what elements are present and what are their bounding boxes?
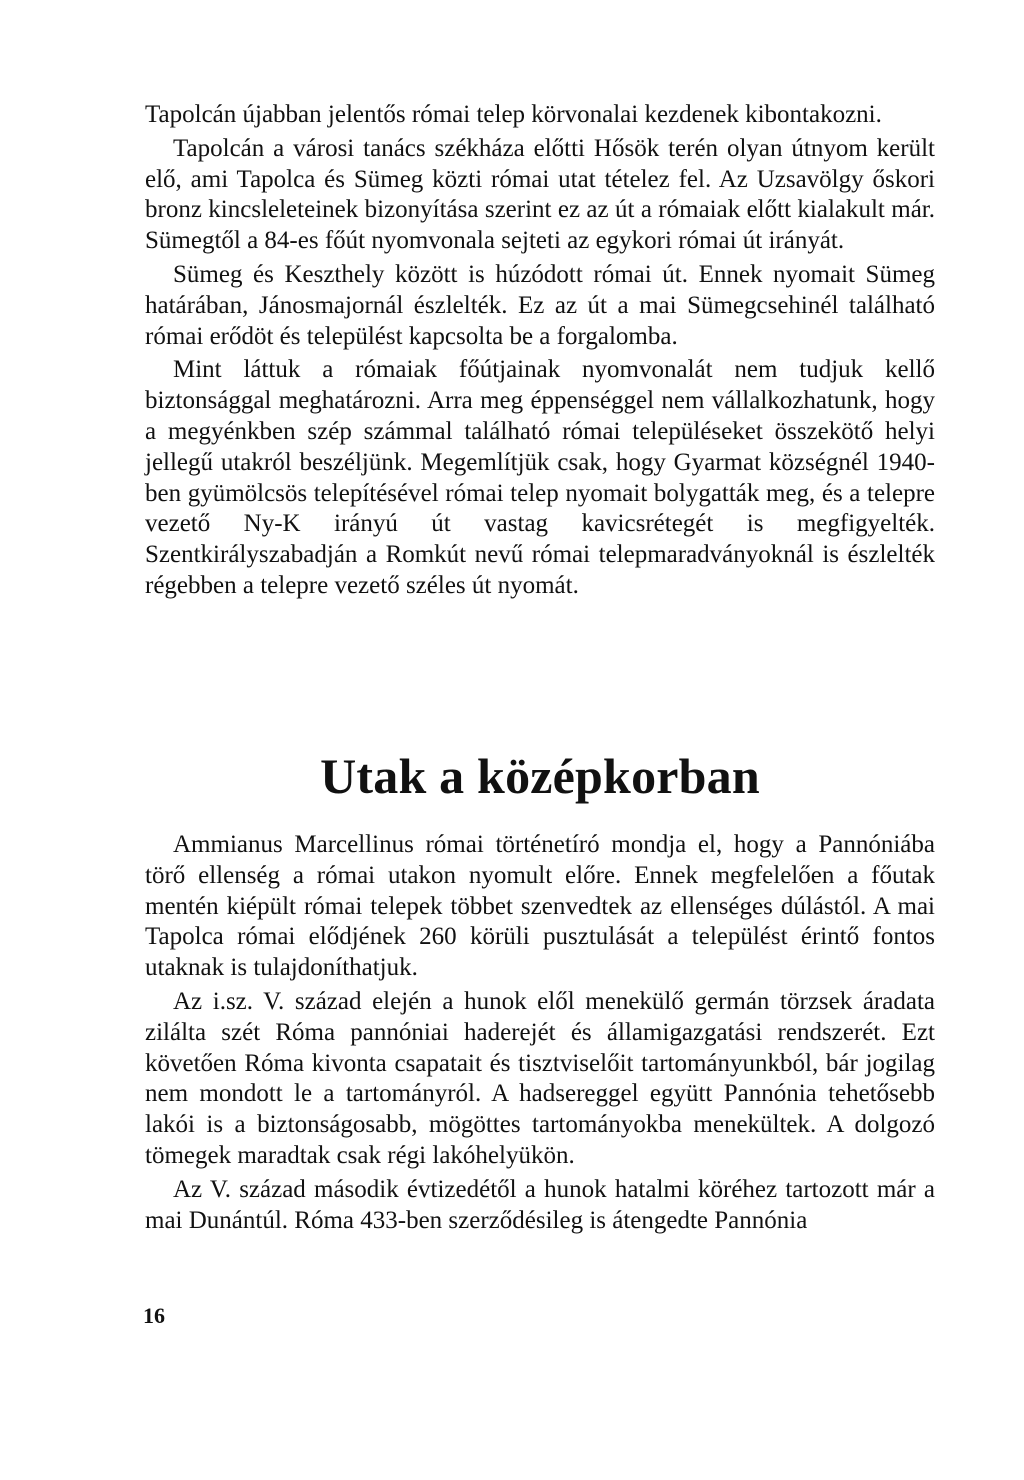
paragraph-huns: Az V. század második évtizedétől a hunok hatalmi köréhez tartozott már a mai Dunántúl. Róma 433-ben szerződésileg is átengedte Pannónia (145, 1175, 935, 1234)
section-roman-roads (145, 100, 935, 602)
paragraph-tapolca-intro: Tapolcán újabban jelentős római telep körvonalai kezdenek kibontakozni. (145, 101, 882, 128)
paragraph-hosok-tere: Tapolcán a városi tanács székháza előtti Hősök terén olyan útnyom került elő, ami Tapolca és Sümeg közti római utat tételez fel. Az Uzsavölgy őskori bronz kincsleleteinek bizonyítása szerint ez az út a rómaiak előtt kialakult már. Sümegtől a 84-es főút nyomvonala sejteti az egykori római út irányát. (145, 134, 935, 255)
paragraph-fifth-century: Az i.sz. V. század elején a hunok elől menekülő germán törzsek áradata zilálta szét Róma pannóniai haderejét és államigazgatási rendszerét. Ezt követően Róma kivonta csapatait és tisztviselőit tartományunkból, bár jogilag nem mondott le a tartományról. A hadsereggel együtt Pannónia tehetősebb lakói is a biztonságosabb, mögöttes tartományokba menekültek. A dolgozó tömegek maradtak csak régi lakóhelyükön. (145, 987, 935, 1169)
paragraph-ammianus: Ammianus Marcellinus római történetíró mondja el, hogy a Pannóniába törő ellenség a római utakon nyomult előre. Ennek megfelelően a főutak mentén kiépült római telepek többet szenvedtek az ellenséges dúlástól. A mai Tapolca római elődjének 260 körüli pusztulását a települést érintő fontos utaknak is tulajdoníthatjuk. (145, 831, 935, 982)
page-number: 16 (143, 1303, 165, 1328)
section-heading: Utak a középkorban (320, 748, 760, 804)
paragraph-sumeg-keszthely: Sümeg és Keszthely között is húzódott római út. Ennek nyomait Sümeg határában, Jánosmajornál észlelték. Ez az út a mai Sümegcsehinél található római erődöt és települést kapcsolta be a forgalomba. (145, 260, 935, 350)
section-middle-ages (145, 830, 935, 1236)
paragraph-local-roads: Mint láttuk a rómaiak főútjainak nyomvonalát nem tudjuk kellő biztonsággal meghatározni. Arra meg éppenséggel nem vállalkozhatunk, hogy a megyénkben szép számmal található római településeket összekötő helyi jellegű utakról beszéljünk. Megemlítjük csak, hogy Gyarmat községnél 1940-ben gyümölcsös telepítésével római telep nyomait bolygatták meg, és a telepre vezető Ny-K irányú út vastag kavicsrétegét is megfigyelték. Szentkirályszabadján a Romkút nevű római telepmaradványoknál is észlelték régebben a telepre vezető széles út nyomát. (145, 356, 935, 599)
